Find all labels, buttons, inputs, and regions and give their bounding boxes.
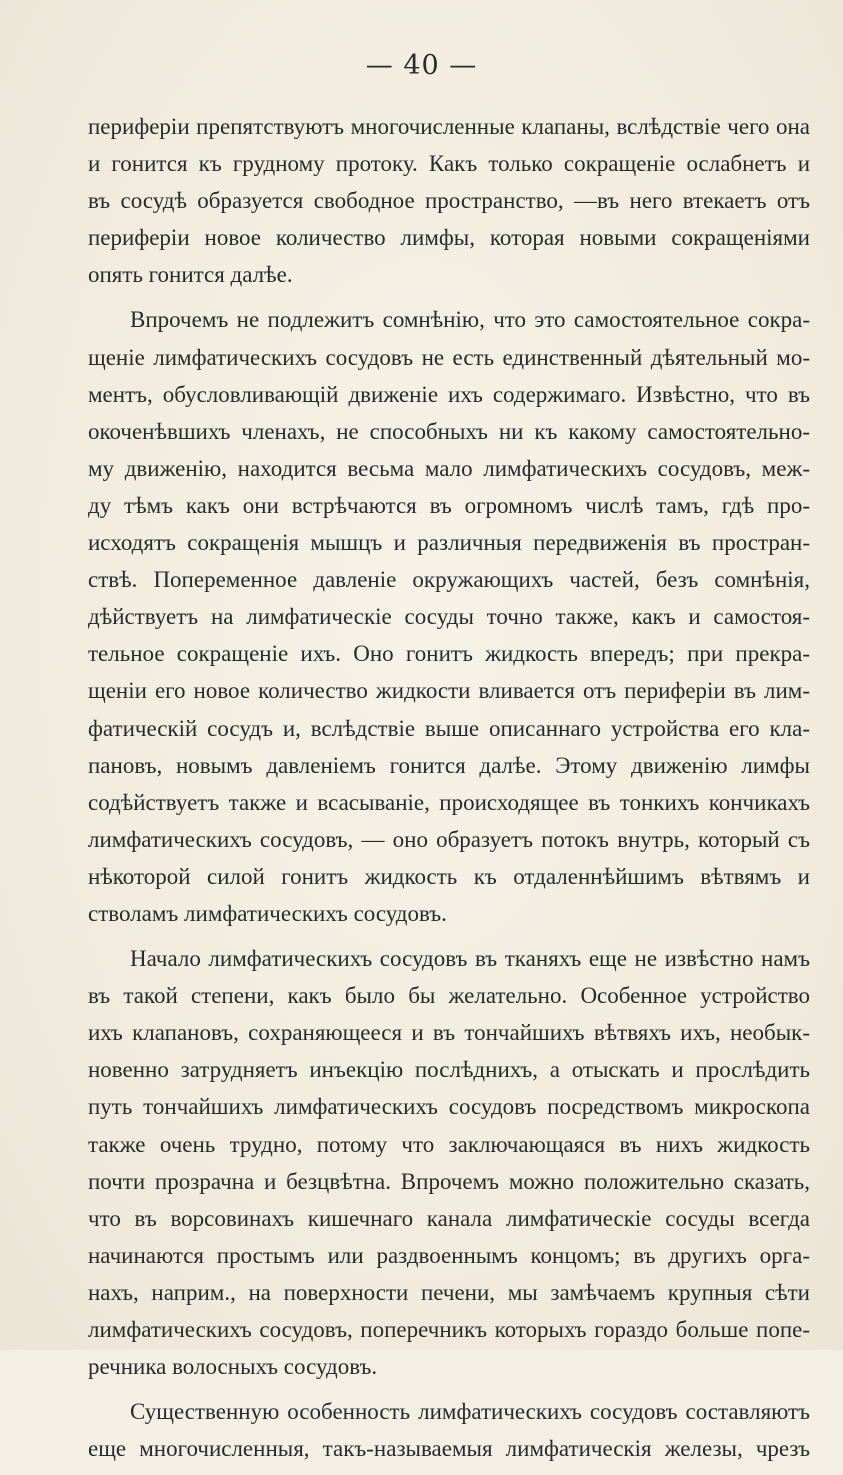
text-line: еще многочисленныя, такъ-называемыя лимфатическія железы, чрезъ [88,1436,810,1462]
text-line: пановъ, новымъ давленіемъ гонится далѣе. Этому движенію лимфы [88,752,810,778]
text-line: ду тѣмъ какъ они встрѣчаются въ огромномъ числѣ тамъ, гдѣ про- [88,492,810,518]
text-line: новенно затрудняетъ инъекцію послѣднихъ, а отыскать и прослѣдить [88,1057,810,1083]
text-line: въ такой степени, какъ было бы желательно. Особенное устройство [88,983,810,1009]
text-line: Начало лимфатическихъ сосудовъ въ тканяхъ еще не извѣстно намъ [130,946,810,972]
text-line: опять гонится далѣе. [88,262,293,288]
text-line: тельное сокращеніе ихъ. Оно гонитъ жидкость впередъ; при прекра- [88,641,810,667]
paragraph-2 [88,301,810,932]
text-line: Существенную особенность лимфатическихъ сосудовъ составляютъ [130,1399,810,1425]
text-line: исходятъ сокращенія мышцъ и различныя передвиженія въ простран- [88,530,810,556]
text-line: начинаются простымъ или раздвоеннымъ концомъ; въ другихъ орга- [88,1242,810,1268]
text-line: лимфатическихъ сосудовъ, — оно образуетъ потокъ внутрь, который съ [88,826,810,852]
text-line: ихъ клапановъ, сохраняющееся и въ тончайшихъ вѣтвяхъ ихъ, необык- [88,1020,810,1046]
text-line: Впрочемъ не подлежитъ сомнѣнію, что это самостоятельное сокра- [130,307,810,333]
text-line: въ сосудѣ образуется свободное пространство, —въ него втекаетъ отъ [88,188,810,214]
text-line: также очень трудно, потому что заключающаяся въ нихъ жидкость [88,1131,810,1157]
text-line: речника волосныхъ сосудовъ. [88,1354,378,1380]
text-line: и гонится къ грудному протоку. Какъ только сокращеніе ослабнетъ и [88,151,810,177]
text-line: содѣйствуетъ также и всасываніе, происходящее въ тонкихъ кончикахъ [88,789,810,815]
text-line: лимфатическихъ сосудовъ, поперечникъ которыхъ гораздо больше попе- [88,1317,810,1342]
body-text [88,108,810,1475]
text-line: ствѣ. Попеременное давленіе окружающихъ частей, безъ сомнѣнія, [88,567,810,593]
text-line: щеніе лимфатическихъ сосудовъ не есть единственный дѣятельный мо- [88,344,810,370]
text-line: окоченѣвшихъ членахъ, не способныхъ ни къ какому самостоятельно- [88,418,810,444]
text-line: путь тончайшихъ лимфатическихъ сосудовъ посредствомъ микроскопа [88,1094,810,1120]
text-line: фатическій сосудъ и, вслѣдствіе выше описаннаго устройства его кла- [88,715,810,741]
text-line: почти прозрачна и безцвѣтна. Впрочемъ можно положительно сказать, [88,1168,810,1194]
text-line: му движенію, находится весьма мало лимфатическихъ сосудовъ, меж- [88,455,810,481]
text-line: стволамъ лимфатическихъ сосудовъ. [88,900,447,926]
text-line: дѣйствуетъ на лимфатическіе сосуды точно также, какъ и самостоя- [88,604,810,630]
page-number: — 40 — [365,50,478,81]
text-line: периферіи препятствуютъ многочисленные клапаны, вслѣдствіе чего она [88,114,810,139]
text-line: щеніи его новое количество жидкости вливается отъ периферіи въ лим- [88,678,810,704]
text-line: нахъ, наприм., на поверхности печени, мы замѣчаемъ крупныя сѣти [88,1279,810,1305]
text-line: ментъ, обусловливающій движеніе ихъ содержимаго. Извѣстно, что въ [88,381,810,407]
paragraph-4 [88,1393,810,1467]
text-line: периферіи новое количество лимфы, которая новыми сокращеніями [88,225,810,251]
paragraph-1 [88,108,810,293]
text-line: нѣкоторой силой гонитъ жидкость къ отдаленнѣйшимъ вѣтвямъ и [88,863,810,889]
text-line: что въ ворсовинахъ кишечнаго канала лимфатическіе сосуды всегда [88,1205,810,1231]
paragraph-3 [88,940,810,1385]
